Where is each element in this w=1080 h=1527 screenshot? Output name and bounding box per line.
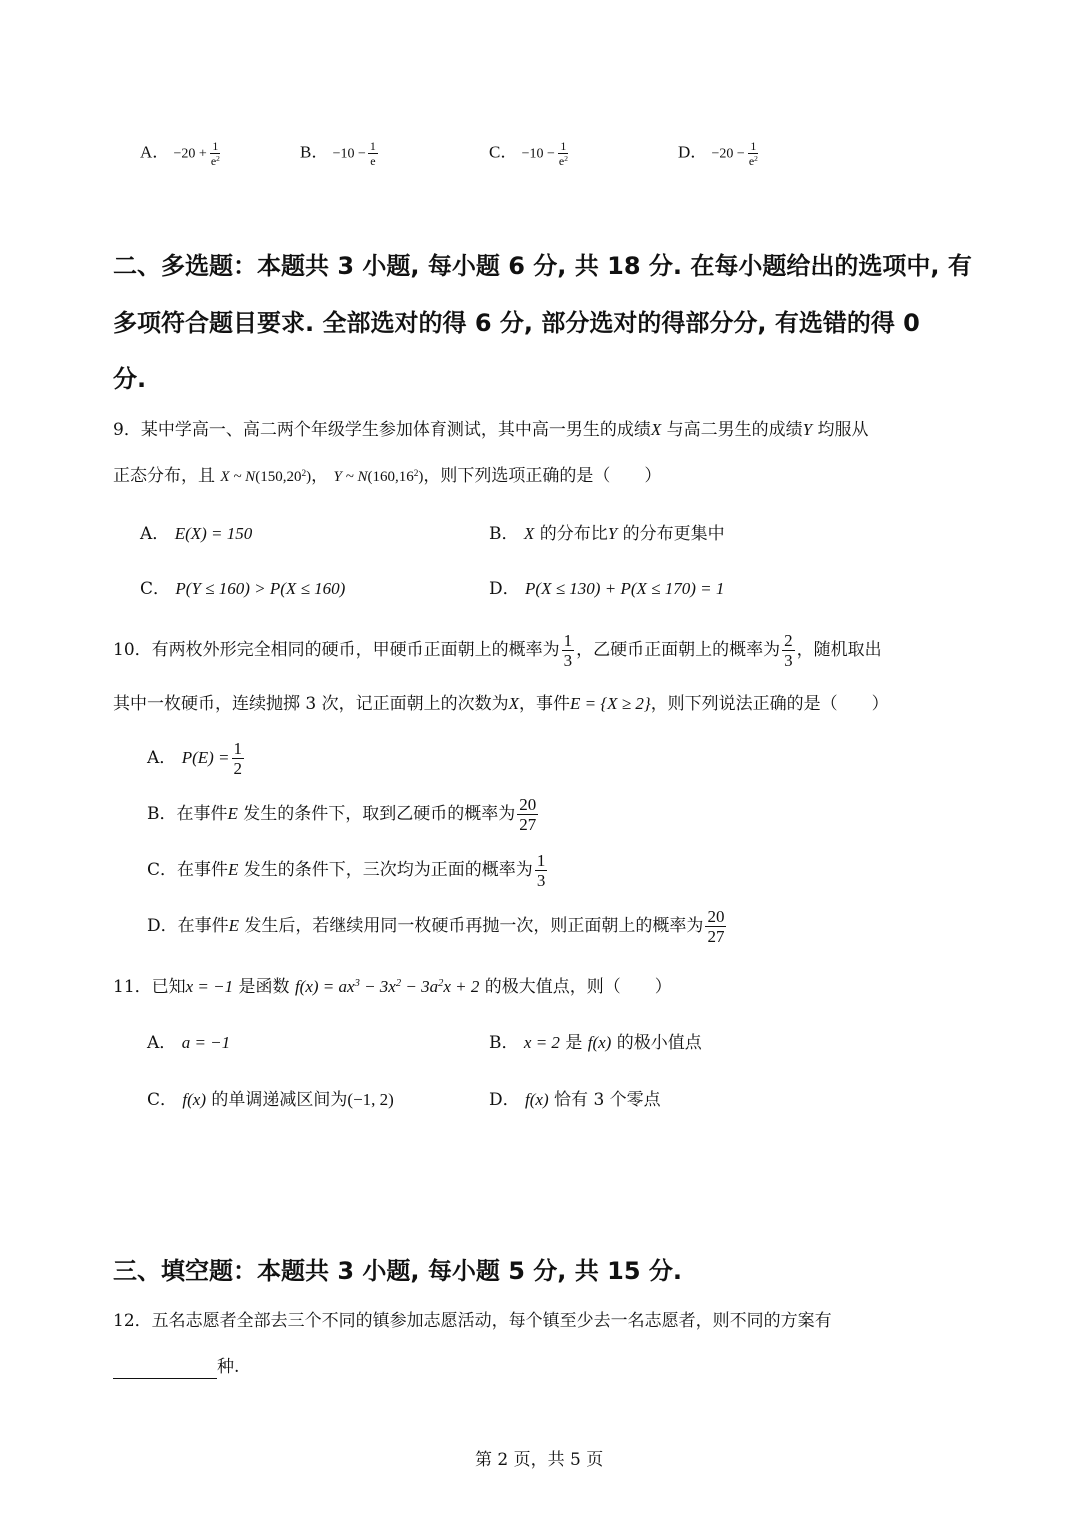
q9-option-b: B． X 的分布比Y 的分布更集中: [489, 524, 725, 544]
q9-option-c: C． P(Y ≤ 160) > P(X ≤ 160): [140, 579, 346, 599]
fraction: $\frac{1}{e^2}$: [748, 139, 758, 168]
q10-stem-line2: 其中一枚硬币，连续抛掷 3 次，记正面朝上的次数为X，事件E = {X ≥ 2}，则下列说法正确的是（ ）: [113, 694, 889, 714]
q8-option-c: [489, 140, 572, 167]
fraction: $\frac{20}{27}$: [519, 795, 537, 834]
q11-option-d: D． f(x) 恰有 3 个零点: [489, 1090, 661, 1110]
q12-stem-line2: 种.: [113, 1355, 239, 1379]
option-label: D．: [678, 142, 708, 162]
page-footer: 第 2 页，共 5 页: [475, 1450, 604, 1470]
option-math: −10 −: [332, 146, 366, 162]
fraction: $\frac{1}{e^2}$: [558, 139, 568, 168]
q11-option-c: C． f(x) 的单调递减区间为(−1, 2): [147, 1090, 394, 1110]
q11-option-a: A． a = −1: [147, 1033, 231, 1053]
q9-stem-line2: 正态分布，且 X ~ N(150,20$^2$)， Y ~ N(160,16$^2$)，则下列选项正确的是（ ）: [113, 466, 662, 486]
q8-option-d: [678, 140, 762, 167]
section3-heading: 三、填空题：本题共 3 小题, 每小题 5 分, 共 15 分.: [113, 1257, 682, 1285]
fraction: $\frac{1}{e}$: [369, 139, 376, 168]
q10-option-b: B．在事件E 发生的条件下，取到乙硬币的概率为 $\frac{20}{27}$: [147, 795, 537, 834]
option-label: B．: [300, 142, 329, 162]
q10-option-a: A． P(E) = $\frac{1}{2}$: [147, 739, 242, 778]
q11-option-b: B． x = 2 是 f(x) 的极小值点: [489, 1033, 702, 1053]
fraction: $\frac{2}{3}$: [784, 631, 793, 670]
section2-heading-line1: 二、多选题：本题共 3 小题, 每小题 6 分, 共 18 分. 在每小题给出的选项中, 有: [113, 252, 972, 280]
q10-stem-line1: 10．有两枚外形完全相同的硬币，甲硬币正面朝上的概率为 $\frac{1}{3}$ ，乙硬币正面朝上的概率为 $\frac{2}{3}$ ，随机取出: [113, 631, 882, 670]
q8-option-a: [140, 140, 224, 167]
q12-stem-line1: 12．五名志愿者全部去三个不同的镇参加志愿活动，每个镇至少去一名志愿者，则不同的方案有: [113, 1311, 832, 1331]
option-math: −20 −: [711, 146, 745, 162]
option-math: −10 −: [521, 146, 555, 162]
q9-option-d: D． P(X ≤ 130) + P(X ≤ 170) = 1: [489, 579, 725, 599]
fraction: $\frac{1}{2}$: [233, 739, 242, 778]
q9-stem-line1: 9．某中学高一、高二两个年级学生参加体育测试，其中高一男生的成绩X 与高二男生的成绩Y 均服从: [113, 420, 869, 440]
q9-option-a: A． E(X) = 150: [140, 524, 253, 544]
q8-option-b: [300, 140, 380, 167]
option-math: −20 +: [173, 146, 207, 162]
option-label: A．: [140, 142, 170, 162]
fraction: $\frac{1}{3}$: [536, 851, 546, 890]
option-label: C．: [489, 142, 518, 162]
q10-option-c: C．在事件E 发生的条件下，三次均为正面的概率为 $\frac{1}{3}$: [147, 851, 546, 890]
q11-stem: 11．已知x = −1 是函数 $f(x) = ax^3 - 3x^2 - 3a^2x + 2$ 的极大值点，则（ ）: [113, 977, 672, 997]
fraction: $\frac{1}{e^2}$: [210, 139, 220, 168]
fraction: $\frac{20}{27}$: [707, 907, 725, 946]
section2-heading-line3: 分.: [113, 365, 147, 393]
answer-blank[interactable]: [113, 1360, 217, 1379]
q10-option-d: D．在事件E 发生后，若继续用同一枚硬币再抛一次，则正面朝上的概率为 $\frac{20}{27}$: [147, 907, 725, 946]
fraction: $\frac{1}{3}$: [563, 631, 573, 670]
section2-heading-line2: 多项符合题目要求. 全部选对的得 6 分, 部分选对的得部分分, 有选错的得 0: [113, 309, 920, 337]
